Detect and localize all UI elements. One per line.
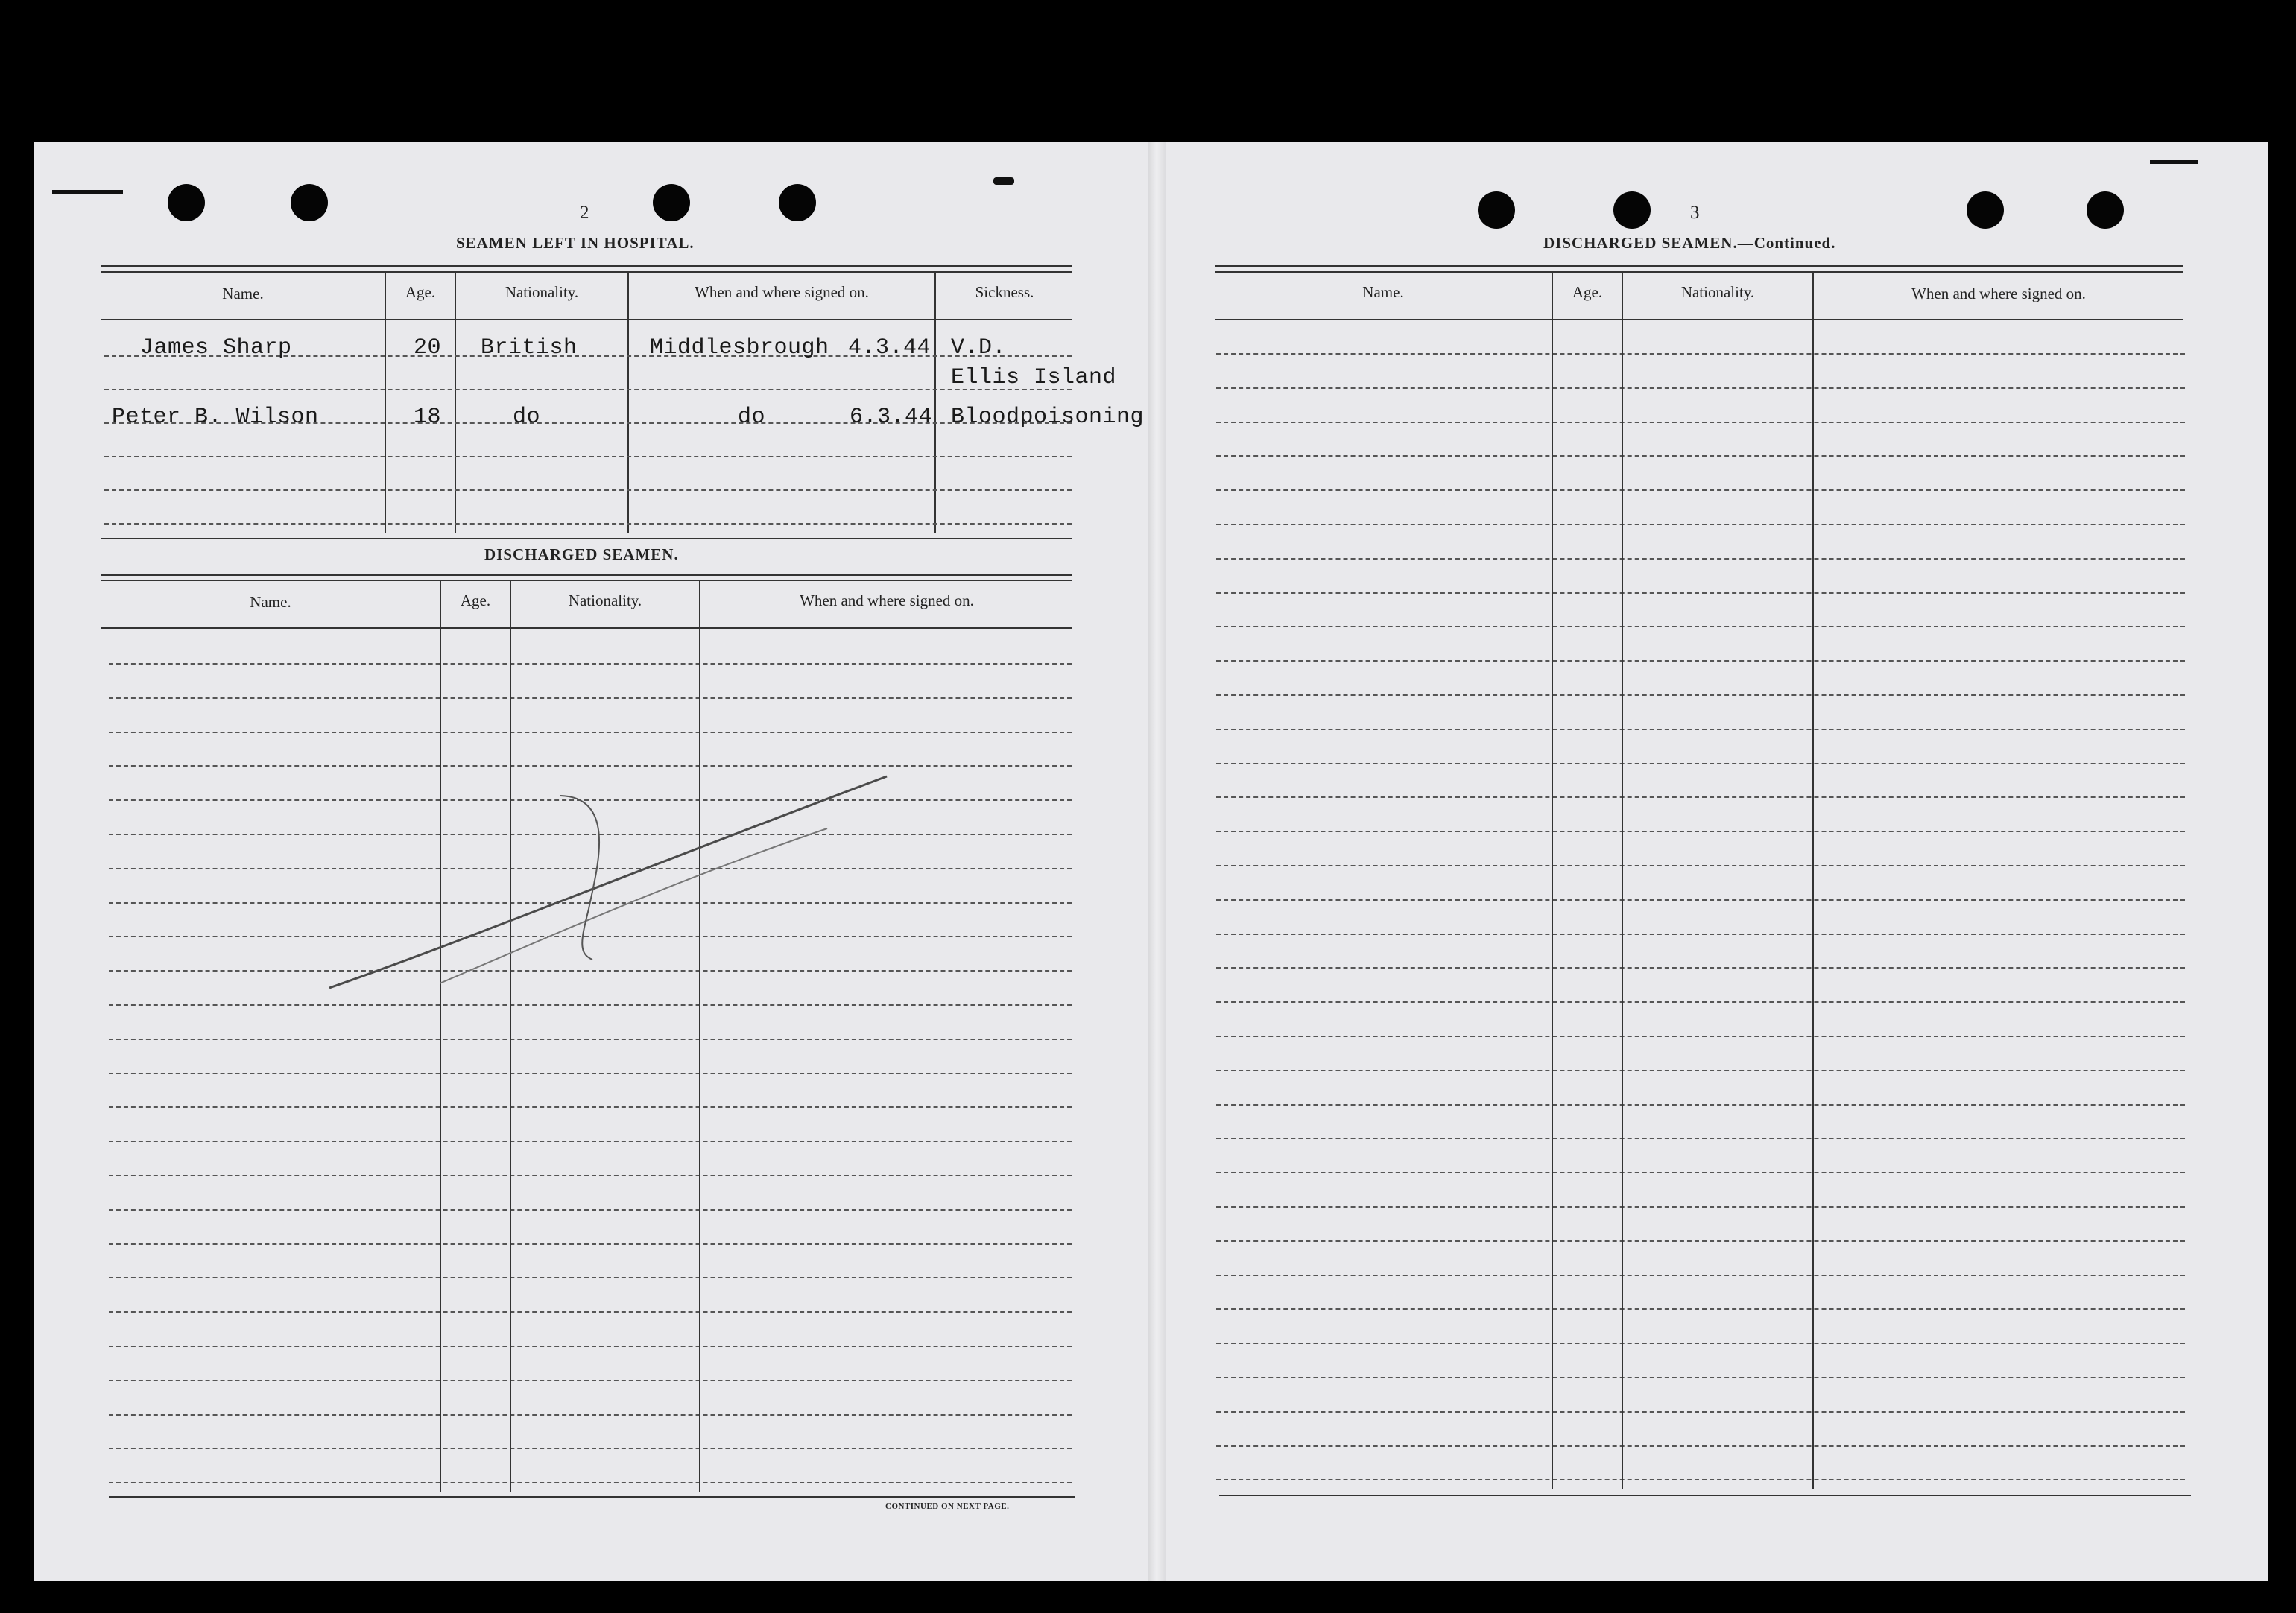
column-divider — [699, 580, 700, 1492]
ruled-line — [104, 523, 1072, 525]
column-divider — [934, 271, 936, 533]
ruled-line — [1216, 1479, 2185, 1480]
entry-age: 18 — [414, 405, 442, 430]
page-gutter — [1148, 142, 1166, 1581]
section-title-discharged: DISCHARGED SEAMEN. — [484, 545, 679, 563]
entry-signed-place: Middlesbrough — [650, 335, 829, 361]
header-nationality: Nationality. — [505, 283, 579, 301]
ruled-line — [1216, 1104, 2185, 1106]
ruled-line — [1216, 1240, 2185, 1242]
punch-hole — [1478, 191, 1515, 229]
ruled-line — [104, 489, 1072, 491]
entry-sickness-note: Ellis Island — [951, 365, 1117, 390]
ruled-line — [109, 1039, 1072, 1040]
entry-signed-place: do — [738, 405, 766, 430]
entry-age: 20 — [414, 335, 442, 361]
ruled-line — [109, 1243, 1072, 1245]
header-nationality: Nationality. — [568, 592, 642, 609]
ruled-line — [1216, 729, 2185, 730]
ruled-line — [109, 697, 1072, 699]
ruled-line — [109, 1482, 1072, 1483]
ink-mark — [2150, 160, 2198, 164]
column-divider — [627, 271, 629, 533]
column-divider — [510, 580, 511, 1492]
section-title-hospital: SEAMEN LEFT IN HOSPITAL. — [456, 234, 695, 252]
ruled-line — [1216, 558, 2185, 560]
entry-signed-date: 4.3.44 — [848, 335, 932, 361]
ruled-line — [1216, 1411, 2185, 1413]
header-age: Age. — [1572, 283, 1603, 301]
ruled-line — [1216, 455, 2185, 457]
rule — [101, 538, 1072, 539]
rule — [101, 627, 1072, 629]
punch-hole — [1613, 191, 1651, 229]
column-divider — [455, 271, 456, 533]
ruled-line — [1216, 387, 2185, 389]
ruled-line — [1216, 626, 2185, 627]
ruled-line — [109, 1209, 1072, 1211]
rule — [1215, 319, 2183, 320]
ruled-line — [1216, 592, 2185, 594]
ruled-line — [1216, 831, 2185, 832]
ruled-line — [1216, 899, 2185, 901]
header-age: Age. — [405, 283, 436, 301]
ink-mark — [993, 177, 1014, 185]
ruled-line — [1216, 1206, 2185, 1208]
header-signed-on: When and where signed on. — [800, 592, 974, 609]
ruled-line — [1216, 660, 2185, 662]
bottom-rule — [109, 1496, 1075, 1498]
ruled-line — [1216, 1377, 2185, 1378]
ruled-line — [109, 732, 1072, 733]
ruled-line — [1216, 934, 2185, 935]
ruled-line — [1216, 1172, 2185, 1173]
header-name: Name. — [250, 593, 291, 611]
header-age: Age. — [460, 592, 491, 609]
header-nationality: Nationality. — [1680, 283, 1755, 301]
ruled-line — [109, 1448, 1072, 1449]
column-divider — [1812, 271, 1814, 1489]
ruled-line — [1216, 353, 2185, 355]
ruled-line — [1216, 1343, 2185, 1344]
column-divider — [440, 580, 441, 1492]
rule — [101, 319, 1072, 320]
section-title-discharged-continued: DISCHARGED SEAMEN.—Continued. — [1543, 234, 1836, 252]
right-page — [1148, 142, 2268, 1581]
header-name: Name. — [1362, 283, 1404, 301]
rule — [101, 580, 1072, 581]
punch-hole — [1967, 191, 2004, 229]
rule — [1215, 265, 2183, 267]
entry-signed-date: 6.3.44 — [850, 405, 933, 430]
ruled-line — [109, 1346, 1072, 1347]
ruled-line — [109, 1073, 1072, 1074]
ruled-line — [1216, 1275, 2185, 1276]
header-signed-on: When and where signed on. — [695, 283, 869, 301]
ruled-line — [109, 1004, 1072, 1006]
ruled-line — [109, 1311, 1072, 1313]
pencil-strike-mark — [320, 760, 902, 998]
ruled-line — [1216, 967, 2185, 969]
bottom-rule — [1219, 1495, 2191, 1496]
ruled-line — [1216, 1070, 2185, 1071]
page-number: 3 — [1690, 203, 1700, 223]
ruled-line — [104, 456, 1072, 457]
header-name: Name. — [222, 285, 264, 302]
ruled-line — [109, 1175, 1072, 1176]
entry-name: Peter B. Wilson — [112, 405, 319, 430]
ruled-line — [109, 1414, 1072, 1416]
rule — [101, 265, 1072, 267]
ruled-line — [1216, 694, 2185, 696]
ruled-line — [1216, 524, 2185, 525]
entry-nationality: British — [481, 335, 578, 361]
ruled-line — [104, 389, 1072, 390]
ruled-line — [1216, 1036, 2185, 1037]
rule — [101, 271, 1072, 273]
ruled-line — [109, 1380, 1072, 1381]
column-divider — [1622, 271, 1623, 1489]
column-divider — [1552, 271, 1553, 1489]
punch-hole — [653, 184, 690, 221]
ruled-line — [1216, 1001, 2185, 1003]
entry-name: James Sharp — [140, 335, 292, 361]
entry-nationality: do — [513, 405, 541, 430]
rule — [101, 574, 1072, 576]
ruled-line — [1216, 422, 2185, 423]
ruled-line — [1216, 489, 2185, 491]
header-signed-on: When and where signed on. — [1911, 285, 2086, 302]
punch-hole — [291, 184, 328, 221]
ruled-line — [1216, 1445, 2185, 1447]
ruled-line — [109, 663, 1072, 665]
ink-mark — [52, 190, 123, 194]
rule — [1215, 271, 2183, 273]
punch-hole — [168, 184, 205, 221]
ruled-line — [109, 1141, 1072, 1142]
ruled-line — [1216, 865, 2185, 866]
header-sickness: Sickness. — [975, 283, 1034, 301]
ruled-line — [1216, 1138, 2185, 1139]
page-number: 2 — [580, 203, 589, 223]
ruled-line — [1216, 796, 2185, 798]
entry-sickness: V.D. — [951, 335, 1007, 361]
ruled-line — [109, 1106, 1072, 1108]
punch-hole — [2087, 191, 2124, 229]
continued-footer: CONTINUED ON NEXT PAGE. — [885, 1502, 1010, 1511]
ruled-line — [1216, 763, 2185, 764]
column-divider — [385, 271, 386, 533]
entry-sickness: Bloodpoisoning — [951, 405, 1145, 430]
punch-hole — [779, 184, 816, 221]
ruled-line — [109, 1277, 1072, 1278]
ruled-line — [1216, 1308, 2185, 1310]
